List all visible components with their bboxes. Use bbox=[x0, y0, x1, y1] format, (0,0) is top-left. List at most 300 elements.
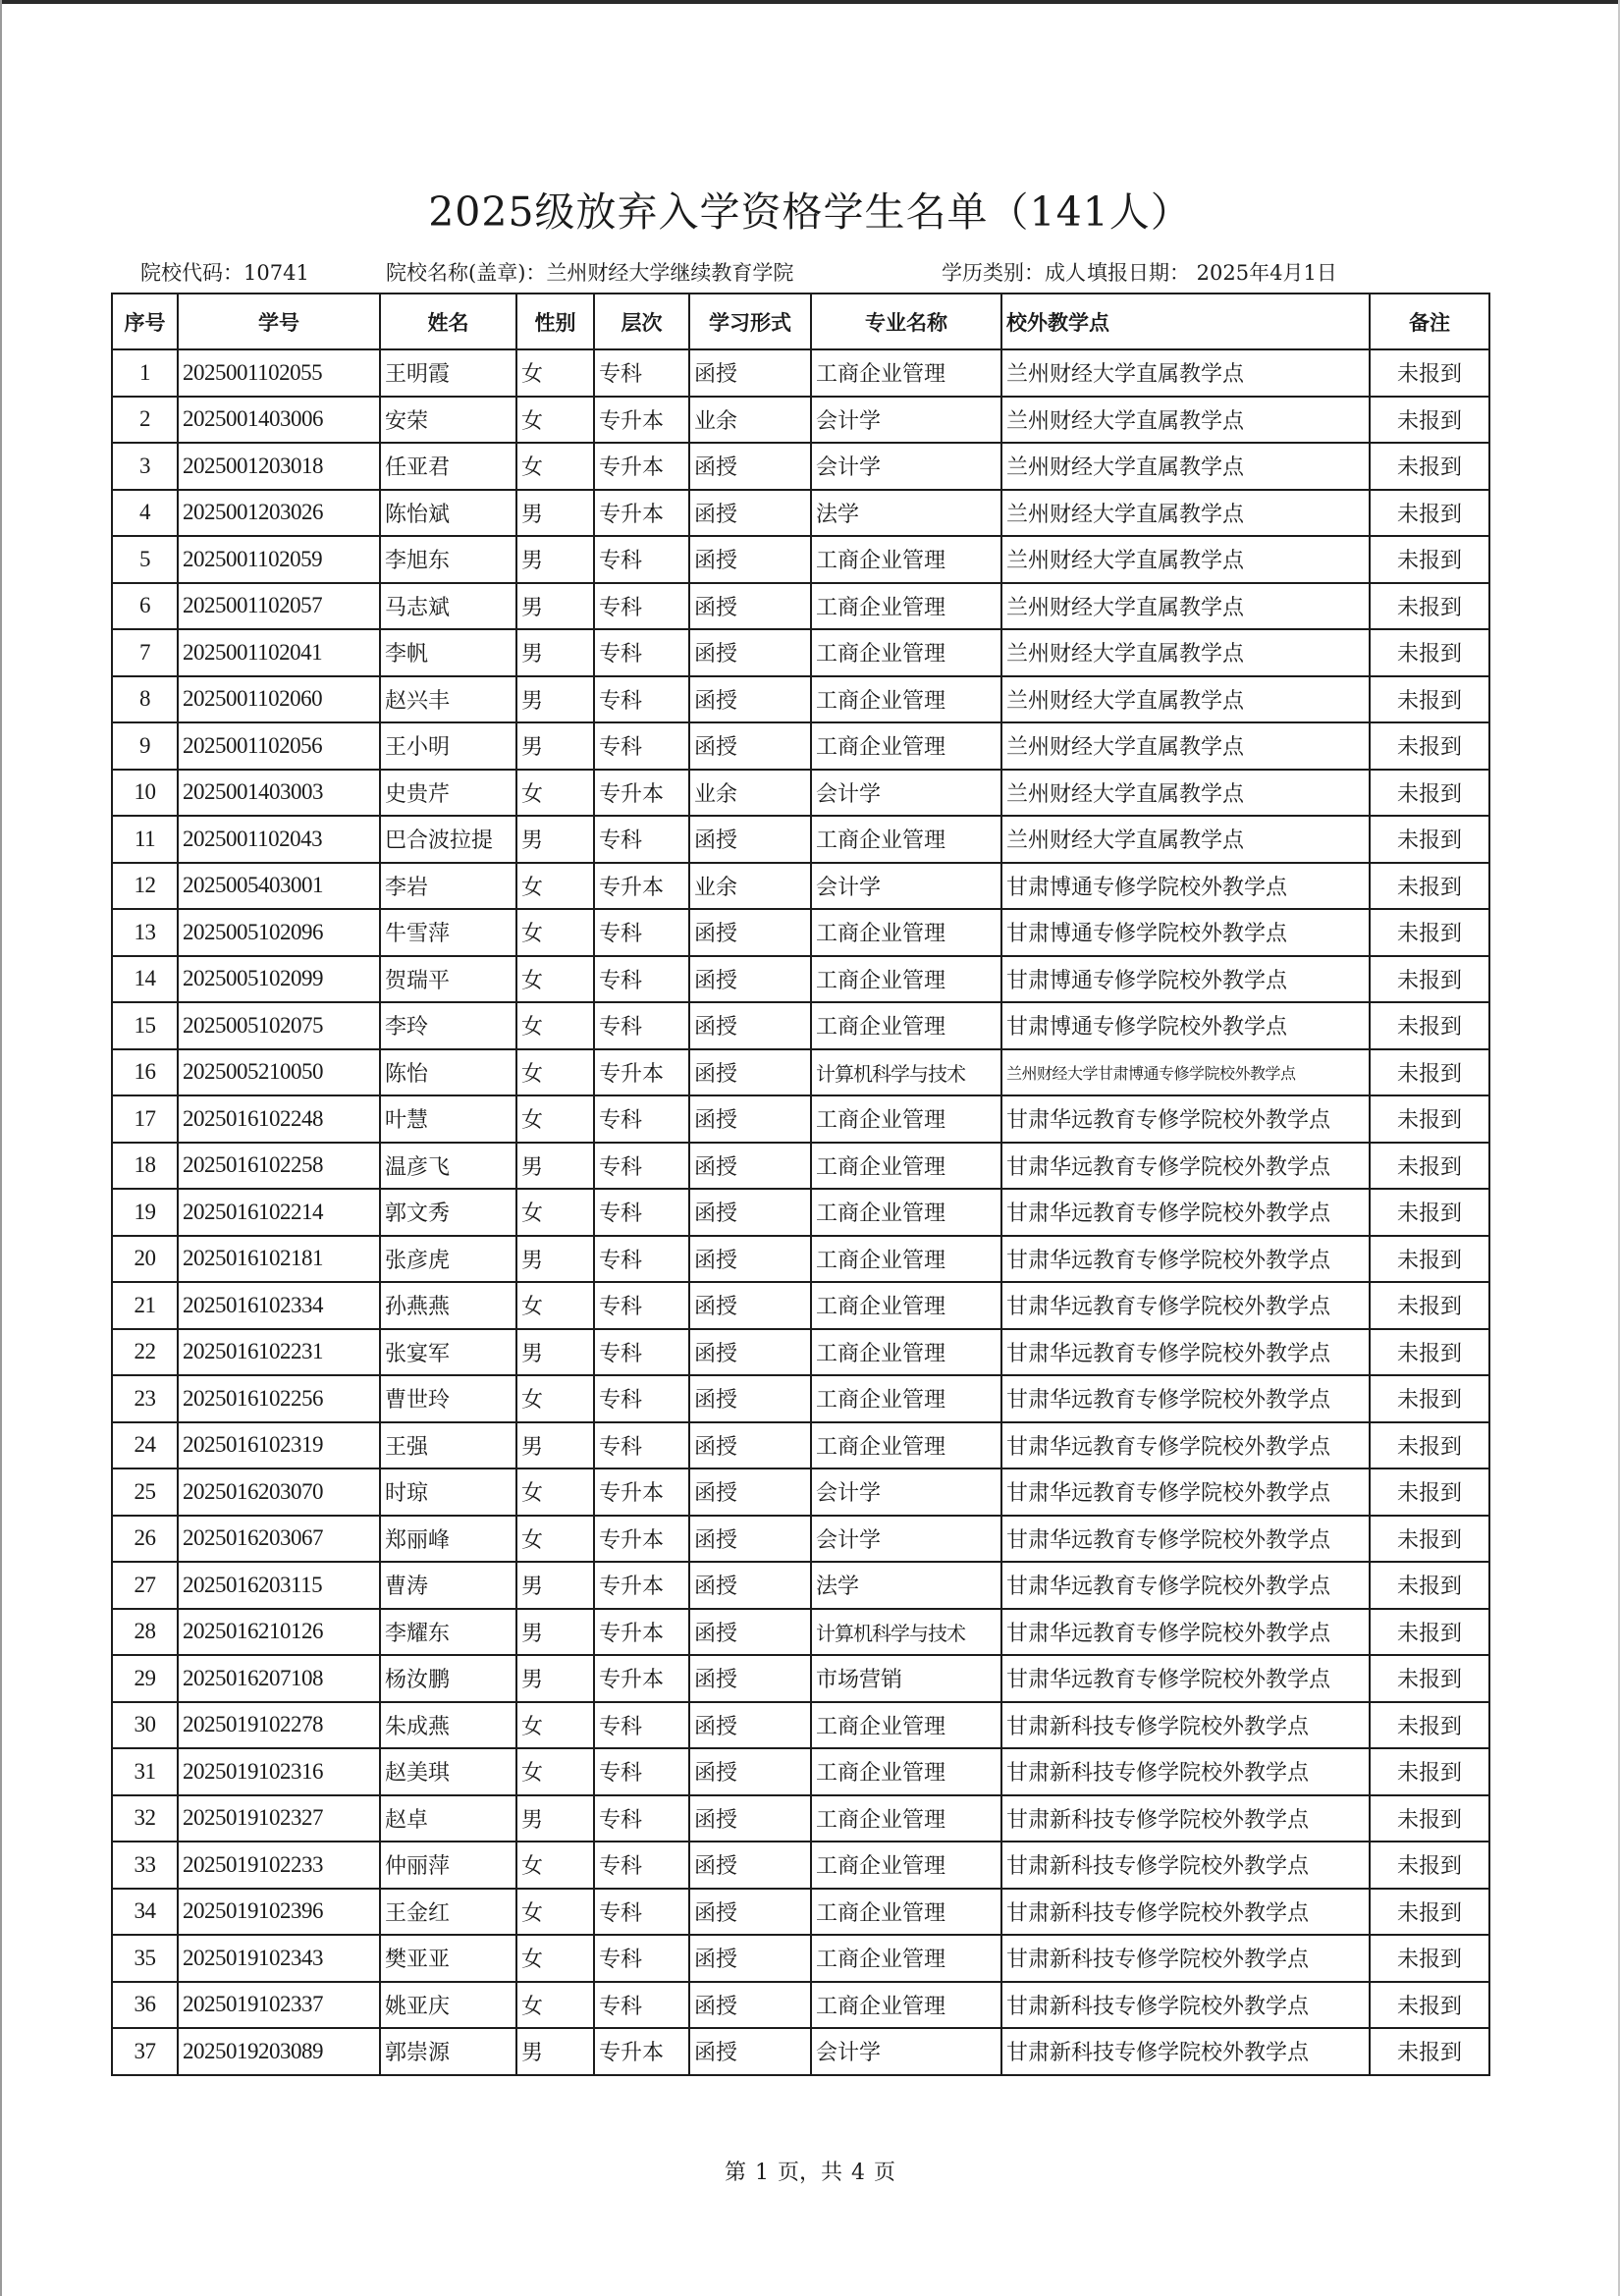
cell-name: 郑丽峰 bbox=[380, 1516, 516, 1563]
cell-study-mode: 业余 bbox=[689, 770, 811, 817]
cell-student-id: 2025005102099 bbox=[178, 956, 380, 1003]
table-row bbox=[112, 1468, 1489, 1516]
cell-seq: 5 bbox=[112, 536, 178, 583]
cell-study-mode: 函授 bbox=[689, 1795, 811, 1842]
cell-remark: 未报到 bbox=[1370, 1095, 1489, 1143]
cell-major: 会计学 bbox=[811, 1516, 1001, 1563]
cell-seq: 4 bbox=[112, 490, 178, 537]
cell-teaching-site: 兰州财经大学直属教学点 bbox=[1001, 536, 1370, 583]
cell-study-mode: 函授 bbox=[689, 1002, 811, 1049]
cell-teaching-site: 甘肃华远教育专修学院校外教学点 bbox=[1001, 1236, 1370, 1283]
cell-name: 樊亚亚 bbox=[380, 1935, 516, 1982]
cell-remark: 未报到 bbox=[1370, 1516, 1489, 1563]
cell-name: 马志斌 bbox=[380, 583, 516, 630]
cell-gender: 男 bbox=[516, 1795, 594, 1842]
cell-remark: 未报到 bbox=[1370, 1935, 1489, 1982]
cell-seq: 19 bbox=[112, 1189, 178, 1236]
cell-remark: 未报到 bbox=[1370, 349, 1489, 397]
cell-name: 李岩 bbox=[380, 863, 516, 910]
table-row bbox=[112, 1795, 1489, 1842]
cell-remark: 未报到 bbox=[1370, 863, 1489, 910]
cell-teaching-site: 甘肃华远教育专修学院校外教学点 bbox=[1001, 1516, 1370, 1563]
cell-seq: 33 bbox=[112, 1842, 178, 1889]
cell-gender: 男 bbox=[516, 1236, 594, 1283]
cell-remark: 未报到 bbox=[1370, 1049, 1489, 1096]
cell-level: 专科 bbox=[594, 583, 689, 630]
cell-student-id: 2025005102096 bbox=[178, 909, 380, 956]
cell-level: 专科 bbox=[594, 1982, 689, 2029]
cell-remark: 未报到 bbox=[1370, 583, 1489, 630]
cell-student-id: 2025019102233 bbox=[178, 1842, 380, 1889]
cell-seq: 21 bbox=[112, 1282, 178, 1329]
cell-student-id: 2025016102231 bbox=[178, 1329, 380, 1376]
cell-name: 贺瑞平 bbox=[380, 956, 516, 1003]
header-major: 专业名称 bbox=[811, 294, 1001, 349]
cell-gender: 女 bbox=[516, 443, 594, 490]
cell-level: 专升本 bbox=[594, 1655, 689, 1702]
cell-major: 工商企业管理 bbox=[811, 1143, 1001, 1190]
cell-teaching-site: 兰州财经大学直属教学点 bbox=[1001, 722, 1370, 770]
scan-edge-left bbox=[0, 0, 2, 2296]
cell-teaching-site: 兰州财经大学直属教学点 bbox=[1001, 583, 1370, 630]
cell-major: 工商企业管理 bbox=[811, 629, 1001, 676]
page-footer: 第 1 页，共 4 页 bbox=[725, 2161, 895, 2185]
table-row bbox=[112, 722, 1489, 770]
cell-gender: 男 bbox=[516, 1655, 594, 1702]
cell-gender: 男 bbox=[516, 536, 594, 583]
cell-seq: 37 bbox=[112, 2028, 178, 2075]
cell-name: 安荣 bbox=[380, 397, 516, 444]
cell-major: 工商企业管理 bbox=[811, 1236, 1001, 1283]
cell-seq: 24 bbox=[112, 1422, 178, 1469]
cell-name: 叶慧 bbox=[380, 1095, 516, 1143]
table-row bbox=[112, 583, 1489, 630]
cell-level: 专科 bbox=[594, 909, 689, 956]
cell-student-id: 2025001102056 bbox=[178, 722, 380, 770]
cell-study-mode: 函授 bbox=[689, 1889, 811, 1936]
cell-study-mode: 函授 bbox=[689, 2028, 811, 2075]
cell-seq: 12 bbox=[112, 863, 178, 910]
cell-teaching-site: 甘肃华远教育专修学院校外教学点 bbox=[1001, 1562, 1370, 1609]
cell-level: 专科 bbox=[594, 1935, 689, 1982]
cell-remark: 未报到 bbox=[1370, 1982, 1489, 2029]
cell-name: 陈怡 bbox=[380, 1049, 516, 1096]
cell-level: 专升本 bbox=[594, 1562, 689, 1609]
cell-gender: 女 bbox=[516, 1516, 594, 1563]
cell-name: 陈怡斌 bbox=[380, 490, 516, 537]
table-row bbox=[112, 536, 1489, 583]
cell-study-mode: 函授 bbox=[689, 443, 811, 490]
cell-level: 专升本 bbox=[594, 443, 689, 490]
cell-major: 工商企业管理 bbox=[811, 1889, 1001, 1936]
cell-remark: 未报到 bbox=[1370, 490, 1489, 537]
cell-study-mode: 函授 bbox=[689, 676, 811, 723]
cell-teaching-site: 甘肃华远教育专修学院校外教学点 bbox=[1001, 1095, 1370, 1143]
cell-name: 赵卓 bbox=[380, 1795, 516, 1842]
document-title: 2025级放弃入学资格学生名单（141人） bbox=[428, 188, 1192, 237]
cell-gender: 女 bbox=[516, 770, 594, 817]
cell-major: 工商企业管理 bbox=[811, 1189, 1001, 1236]
cell-major: 会计学 bbox=[811, 397, 1001, 444]
cell-seq: 8 bbox=[112, 676, 178, 723]
cell-level: 专科 bbox=[594, 1889, 689, 1936]
cell-name: 王金红 bbox=[380, 1889, 516, 1936]
table-row bbox=[112, 1702, 1489, 1749]
cell-major: 工商企业管理 bbox=[811, 909, 1001, 956]
cell-level: 专科 bbox=[594, 1143, 689, 1190]
cell-remark: 未报到 bbox=[1370, 2028, 1489, 2075]
cell-study-mode: 函授 bbox=[689, 1655, 811, 1702]
cell-student-id: 2025005102075 bbox=[178, 1002, 380, 1049]
cell-seq: 16 bbox=[112, 1049, 178, 1096]
cell-student-id: 2025019102316 bbox=[178, 1748, 380, 1795]
cell-level: 专科 bbox=[594, 1748, 689, 1795]
header-gender: 性别 bbox=[516, 294, 594, 349]
cell-major: 工商企业管理 bbox=[811, 956, 1001, 1003]
cell-gender: 男 bbox=[516, 490, 594, 537]
cell-study-mode: 函授 bbox=[689, 536, 811, 583]
cell-name: 巴合波拉提 bbox=[380, 816, 516, 863]
cell-major: 工商企业管理 bbox=[811, 349, 1001, 397]
cell-student-id: 2025016203115 bbox=[178, 1562, 380, 1609]
cell-name: 仲丽萍 bbox=[380, 1842, 516, 1889]
cell-remark: 未报到 bbox=[1370, 1422, 1489, 1469]
cell-major: 工商企业管理 bbox=[811, 1002, 1001, 1049]
table-row bbox=[112, 816, 1489, 863]
cell-major: 计算机科学与技术 bbox=[811, 1609, 1001, 1656]
cell-student-id: 2025016203067 bbox=[178, 1516, 380, 1563]
cell-remark: 未报到 bbox=[1370, 956, 1489, 1003]
cell-gender: 女 bbox=[516, 909, 594, 956]
cell-teaching-site: 兰州财经大学直属教学点 bbox=[1001, 490, 1370, 537]
document-meta bbox=[140, 257, 1515, 287]
cell-teaching-site: 兰州财经大学甘肃博通专修学院校外教学点 bbox=[1001, 1049, 1370, 1096]
cell-remark: 未报到 bbox=[1370, 909, 1489, 956]
cell-level: 专科 bbox=[594, 349, 689, 397]
cell-name: 王强 bbox=[380, 1422, 516, 1469]
cell-student-id: 2025019102343 bbox=[178, 1935, 380, 1982]
cell-gender: 男 bbox=[516, 1562, 594, 1609]
cell-seq: 1 bbox=[112, 349, 178, 397]
cell-major: 市场营销 bbox=[811, 1655, 1001, 1702]
cell-teaching-site: 甘肃新科技专修学院校外教学点 bbox=[1001, 1889, 1370, 1936]
cell-gender: 女 bbox=[516, 397, 594, 444]
cell-major: 工商企业管理 bbox=[811, 1842, 1001, 1889]
cell-study-mode: 业余 bbox=[689, 863, 811, 910]
table-row bbox=[112, 1002, 1489, 1049]
header-name: 姓名 bbox=[380, 294, 516, 349]
cell-remark: 未报到 bbox=[1370, 1282, 1489, 1329]
cell-student-id: 2025016102334 bbox=[178, 1282, 380, 1329]
table-row bbox=[112, 1049, 1489, 1096]
cell-level: 专科 bbox=[594, 676, 689, 723]
cell-major: 工商企业管理 bbox=[811, 1422, 1001, 1469]
cell-study-mode: 函授 bbox=[689, 1748, 811, 1795]
cell-seq: 10 bbox=[112, 770, 178, 817]
cell-seq: 23 bbox=[112, 1375, 178, 1422]
scan-edge-top bbox=[0, 0, 1620, 4]
cell-study-mode: 业余 bbox=[689, 397, 811, 444]
cell-student-id: 2025001102043 bbox=[178, 816, 380, 863]
cell-gender: 女 bbox=[516, 1375, 594, 1422]
cell-teaching-site: 甘肃华远教育专修学院校外教学点 bbox=[1001, 1609, 1370, 1656]
cell-student-id: 2025019102396 bbox=[178, 1889, 380, 1936]
cell-student-id: 2025016102258 bbox=[178, 1143, 380, 1190]
cell-gender: 男 bbox=[516, 1329, 594, 1376]
cell-teaching-site: 甘肃博通专修学院校外教学点 bbox=[1001, 1002, 1370, 1049]
cell-name: 王明霞 bbox=[380, 349, 516, 397]
cell-student-id: 2025001102057 bbox=[178, 583, 380, 630]
cell-gender: 女 bbox=[516, 1842, 594, 1889]
cell-study-mode: 函授 bbox=[689, 816, 811, 863]
cell-name: 牛雪萍 bbox=[380, 909, 516, 956]
education-type: 学历类别：成人 bbox=[942, 261, 1086, 285]
cell-gender: 男 bbox=[516, 722, 594, 770]
cell-study-mode: 函授 bbox=[689, 1329, 811, 1376]
cell-name: 杨汝鹏 bbox=[380, 1655, 516, 1702]
cell-major: 会计学 bbox=[811, 2028, 1001, 2075]
cell-study-mode: 函授 bbox=[689, 956, 811, 1003]
cell-teaching-site: 兰州财经大学直属教学点 bbox=[1001, 397, 1370, 444]
cell-level: 专科 bbox=[594, 1282, 689, 1329]
table-row bbox=[112, 1655, 1489, 1702]
table-row bbox=[112, 1236, 1489, 1283]
cell-student-id: 2025019102278 bbox=[178, 1702, 380, 1749]
cell-name: 曹世玲 bbox=[380, 1375, 516, 1422]
cell-level: 专科 bbox=[594, 1702, 689, 1749]
cell-study-mode: 函授 bbox=[689, 1562, 811, 1609]
cell-name: 赵美琪 bbox=[380, 1748, 516, 1795]
cell-study-mode: 函授 bbox=[689, 1189, 811, 1236]
table-row bbox=[112, 1748, 1489, 1795]
cell-gender: 女 bbox=[516, 1982, 594, 2029]
cell-seq: 25 bbox=[112, 1468, 178, 1516]
cell-teaching-site: 甘肃新科技专修学院校外教学点 bbox=[1001, 1795, 1370, 1842]
table-row bbox=[112, 629, 1489, 676]
cell-major: 工商企业管理 bbox=[811, 1329, 1001, 1376]
cell-name: 曹涛 bbox=[380, 1562, 516, 1609]
cell-name: 时琼 bbox=[380, 1468, 516, 1516]
cell-level: 专科 bbox=[594, 1842, 689, 1889]
cell-study-mode: 函授 bbox=[689, 1282, 811, 1329]
cell-name: 任亚君 bbox=[380, 443, 516, 490]
cell-seq: 9 bbox=[112, 722, 178, 770]
cell-level: 专升本 bbox=[594, 863, 689, 910]
cell-student-id: 2025016207108 bbox=[178, 1655, 380, 1702]
cell-gender: 男 bbox=[516, 676, 594, 723]
cell-level: 专科 bbox=[594, 956, 689, 1003]
cell-teaching-site: 兰州财经大学直属教学点 bbox=[1001, 816, 1370, 863]
cell-gender: 女 bbox=[516, 863, 594, 910]
cell-teaching-site: 甘肃华远教育专修学院校外教学点 bbox=[1001, 1143, 1370, 1190]
cell-major: 工商企业管理 bbox=[811, 1748, 1001, 1795]
cell-level: 专升本 bbox=[594, 490, 689, 537]
table-row bbox=[112, 1842, 1489, 1889]
header-seq: 序号 bbox=[112, 294, 178, 349]
cell-seq: 27 bbox=[112, 1562, 178, 1609]
cell-level: 专科 bbox=[594, 536, 689, 583]
cell-gender: 女 bbox=[516, 1935, 594, 1982]
table-row bbox=[112, 1935, 1489, 1982]
table-row bbox=[112, 2028, 1489, 2075]
cell-level: 专科 bbox=[594, 816, 689, 863]
cell-seq: 13 bbox=[112, 909, 178, 956]
cell-level: 专科 bbox=[594, 1095, 689, 1143]
table-header-row bbox=[112, 294, 1489, 349]
cell-seq: 31 bbox=[112, 1748, 178, 1795]
header-level: 层次 bbox=[594, 294, 689, 349]
table-row bbox=[112, 1982, 1489, 2029]
cell-remark: 未报到 bbox=[1370, 1329, 1489, 1376]
cell-remark: 未报到 bbox=[1370, 676, 1489, 723]
cell-name: 李玲 bbox=[380, 1002, 516, 1049]
cell-teaching-site: 甘肃华远教育专修学院校外教学点 bbox=[1001, 1422, 1370, 1469]
table-row bbox=[112, 1095, 1489, 1143]
cell-seq: 34 bbox=[112, 1889, 178, 1936]
cell-student-id: 2025001102041 bbox=[178, 629, 380, 676]
cell-teaching-site: 甘肃华远教育专修学院校外教学点 bbox=[1001, 1375, 1370, 1422]
cell-remark: 未报到 bbox=[1370, 1842, 1489, 1889]
table-row bbox=[112, 1562, 1489, 1609]
cell-level: 专升本 bbox=[594, 2028, 689, 2075]
cell-remark: 未报到 bbox=[1370, 397, 1489, 444]
table-row bbox=[112, 443, 1489, 490]
cell-level: 专科 bbox=[594, 1189, 689, 1236]
cell-study-mode: 函授 bbox=[689, 1842, 811, 1889]
header-teaching-site: 校外教学点 bbox=[1001, 294, 1370, 349]
cell-student-id: 2025016203070 bbox=[178, 1468, 380, 1516]
table-row bbox=[112, 1609, 1489, 1656]
cell-major: 工商企业管理 bbox=[811, 722, 1001, 770]
cell-gender: 女 bbox=[516, 1282, 594, 1329]
cell-student-id: 2025016102248 bbox=[178, 1095, 380, 1143]
cell-student-id: 2025019102337 bbox=[178, 1982, 380, 2029]
cell-gender: 男 bbox=[516, 2028, 594, 2075]
cell-name: 温彦飞 bbox=[380, 1143, 516, 1190]
cell-remark: 未报到 bbox=[1370, 1375, 1489, 1422]
cell-gender: 女 bbox=[516, 349, 594, 397]
cell-remark: 未报到 bbox=[1370, 629, 1489, 676]
cell-level: 专科 bbox=[594, 722, 689, 770]
report-date: 填报日期： 2025年4月1日 bbox=[1087, 261, 1337, 285]
table-row bbox=[112, 1889, 1489, 1936]
cell-remark: 未报到 bbox=[1370, 1702, 1489, 1749]
cell-teaching-site: 甘肃华远教育专修学院校外教学点 bbox=[1001, 1282, 1370, 1329]
cell-study-mode: 函授 bbox=[689, 1935, 811, 1982]
cell-level: 专升本 bbox=[594, 397, 689, 444]
cell-remark: 未报到 bbox=[1370, 722, 1489, 770]
table-row bbox=[112, 1282, 1489, 1329]
cell-teaching-site: 甘肃博通专修学院校外教学点 bbox=[1001, 863, 1370, 910]
cell-major: 工商企业管理 bbox=[811, 1795, 1001, 1842]
cell-study-mode: 函授 bbox=[689, 1609, 811, 1656]
cell-study-mode: 函授 bbox=[689, 1516, 811, 1563]
cell-major: 工商企业管理 bbox=[811, 1702, 1001, 1749]
cell-study-mode: 函授 bbox=[689, 490, 811, 537]
cell-gender: 男 bbox=[516, 583, 594, 630]
cell-remark: 未报到 bbox=[1370, 1236, 1489, 1283]
cell-student-id: 2025016210126 bbox=[178, 1609, 380, 1656]
cell-name: 郭文秀 bbox=[380, 1189, 516, 1236]
cell-major: 工商企业管理 bbox=[811, 1375, 1001, 1422]
cell-teaching-site: 兰州财经大学直属教学点 bbox=[1001, 443, 1370, 490]
cell-teaching-site: 甘肃华远教育专修学院校外教学点 bbox=[1001, 1189, 1370, 1236]
cell-major: 工商企业管理 bbox=[811, 583, 1001, 630]
cell-study-mode: 函授 bbox=[689, 1702, 811, 1749]
cell-major: 工商企业管理 bbox=[811, 1282, 1001, 1329]
cell-level: 专科 bbox=[594, 629, 689, 676]
cell-student-id: 2025001203026 bbox=[178, 490, 380, 537]
cell-seq: 18 bbox=[112, 1143, 178, 1190]
cell-teaching-site: 甘肃华远教育专修学院校外教学点 bbox=[1001, 1468, 1370, 1516]
cell-remark: 未报到 bbox=[1370, 770, 1489, 817]
cell-teaching-site: 兰州财经大学直属教学点 bbox=[1001, 676, 1370, 723]
cell-level: 专升本 bbox=[594, 770, 689, 817]
table-row bbox=[112, 1329, 1489, 1376]
table-row bbox=[112, 1516, 1489, 1563]
table-row bbox=[112, 676, 1489, 723]
cell-seq: 7 bbox=[112, 629, 178, 676]
cell-gender: 女 bbox=[516, 1002, 594, 1049]
table-row bbox=[112, 1375, 1489, 1422]
cell-teaching-site: 甘肃华远教育专修学院校外教学点 bbox=[1001, 1329, 1370, 1376]
cell-remark: 未报到 bbox=[1370, 536, 1489, 583]
cell-remark: 未报到 bbox=[1370, 1795, 1489, 1842]
cell-remark: 未报到 bbox=[1370, 1748, 1489, 1795]
cell-teaching-site: 兰州财经大学直属教学点 bbox=[1001, 770, 1370, 817]
cell-seq: 36 bbox=[112, 1982, 178, 2029]
cell-major: 工商企业管理 bbox=[811, 536, 1001, 583]
table-row bbox=[112, 1189, 1489, 1236]
cell-study-mode: 函授 bbox=[689, 722, 811, 770]
cell-study-mode: 函授 bbox=[689, 1468, 811, 1516]
cell-remark: 未报到 bbox=[1370, 1655, 1489, 1702]
table-row bbox=[112, 397, 1489, 444]
cell-major: 会计学 bbox=[811, 1468, 1001, 1516]
school-name: 院校名称(盖章)：兰州财经大学继续教育学院 bbox=[386, 261, 794, 285]
cell-teaching-site: 甘肃博通专修学院校外教学点 bbox=[1001, 956, 1370, 1003]
cell-study-mode: 函授 bbox=[689, 909, 811, 956]
cell-student-id: 2025001403003 bbox=[178, 770, 380, 817]
cell-student-id: 2025019102327 bbox=[178, 1795, 380, 1842]
table-row bbox=[112, 490, 1489, 537]
cell-teaching-site: 甘肃博通专修学院校外教学点 bbox=[1001, 909, 1370, 956]
cell-seq: 32 bbox=[112, 1795, 178, 1842]
cell-level: 专升本 bbox=[594, 1468, 689, 1516]
cell-major: 工商企业管理 bbox=[811, 1935, 1001, 1982]
cell-name: 李帆 bbox=[380, 629, 516, 676]
cell-major: 计算机科学与技术 bbox=[811, 1049, 1001, 1096]
cell-teaching-site: 甘肃新科技专修学院校外教学点 bbox=[1001, 1982, 1370, 2029]
table-row bbox=[112, 1143, 1489, 1190]
cell-seq: 20 bbox=[112, 1236, 178, 1283]
cell-level: 专升本 bbox=[594, 1609, 689, 1656]
cell-remark: 未报到 bbox=[1370, 1562, 1489, 1609]
cell-major: 工商企业管理 bbox=[811, 1982, 1001, 2029]
header-student-id: 学号 bbox=[178, 294, 380, 349]
cell-major: 工商企业管理 bbox=[811, 676, 1001, 723]
cell-teaching-site: 甘肃新科技专修学院校外教学点 bbox=[1001, 1702, 1370, 1749]
cell-seq: 22 bbox=[112, 1329, 178, 1376]
cell-student-id: 2025005210050 bbox=[178, 1049, 380, 1096]
cell-remark: 未报到 bbox=[1370, 1143, 1489, 1190]
cell-name: 李耀东 bbox=[380, 1609, 516, 1656]
cell-remark: 未报到 bbox=[1370, 1889, 1489, 1936]
cell-level: 专科 bbox=[594, 1329, 689, 1376]
cell-study-mode: 函授 bbox=[689, 1375, 811, 1422]
cell-remark: 未报到 bbox=[1370, 1002, 1489, 1049]
cell-student-id: 2025016102181 bbox=[178, 1236, 380, 1283]
